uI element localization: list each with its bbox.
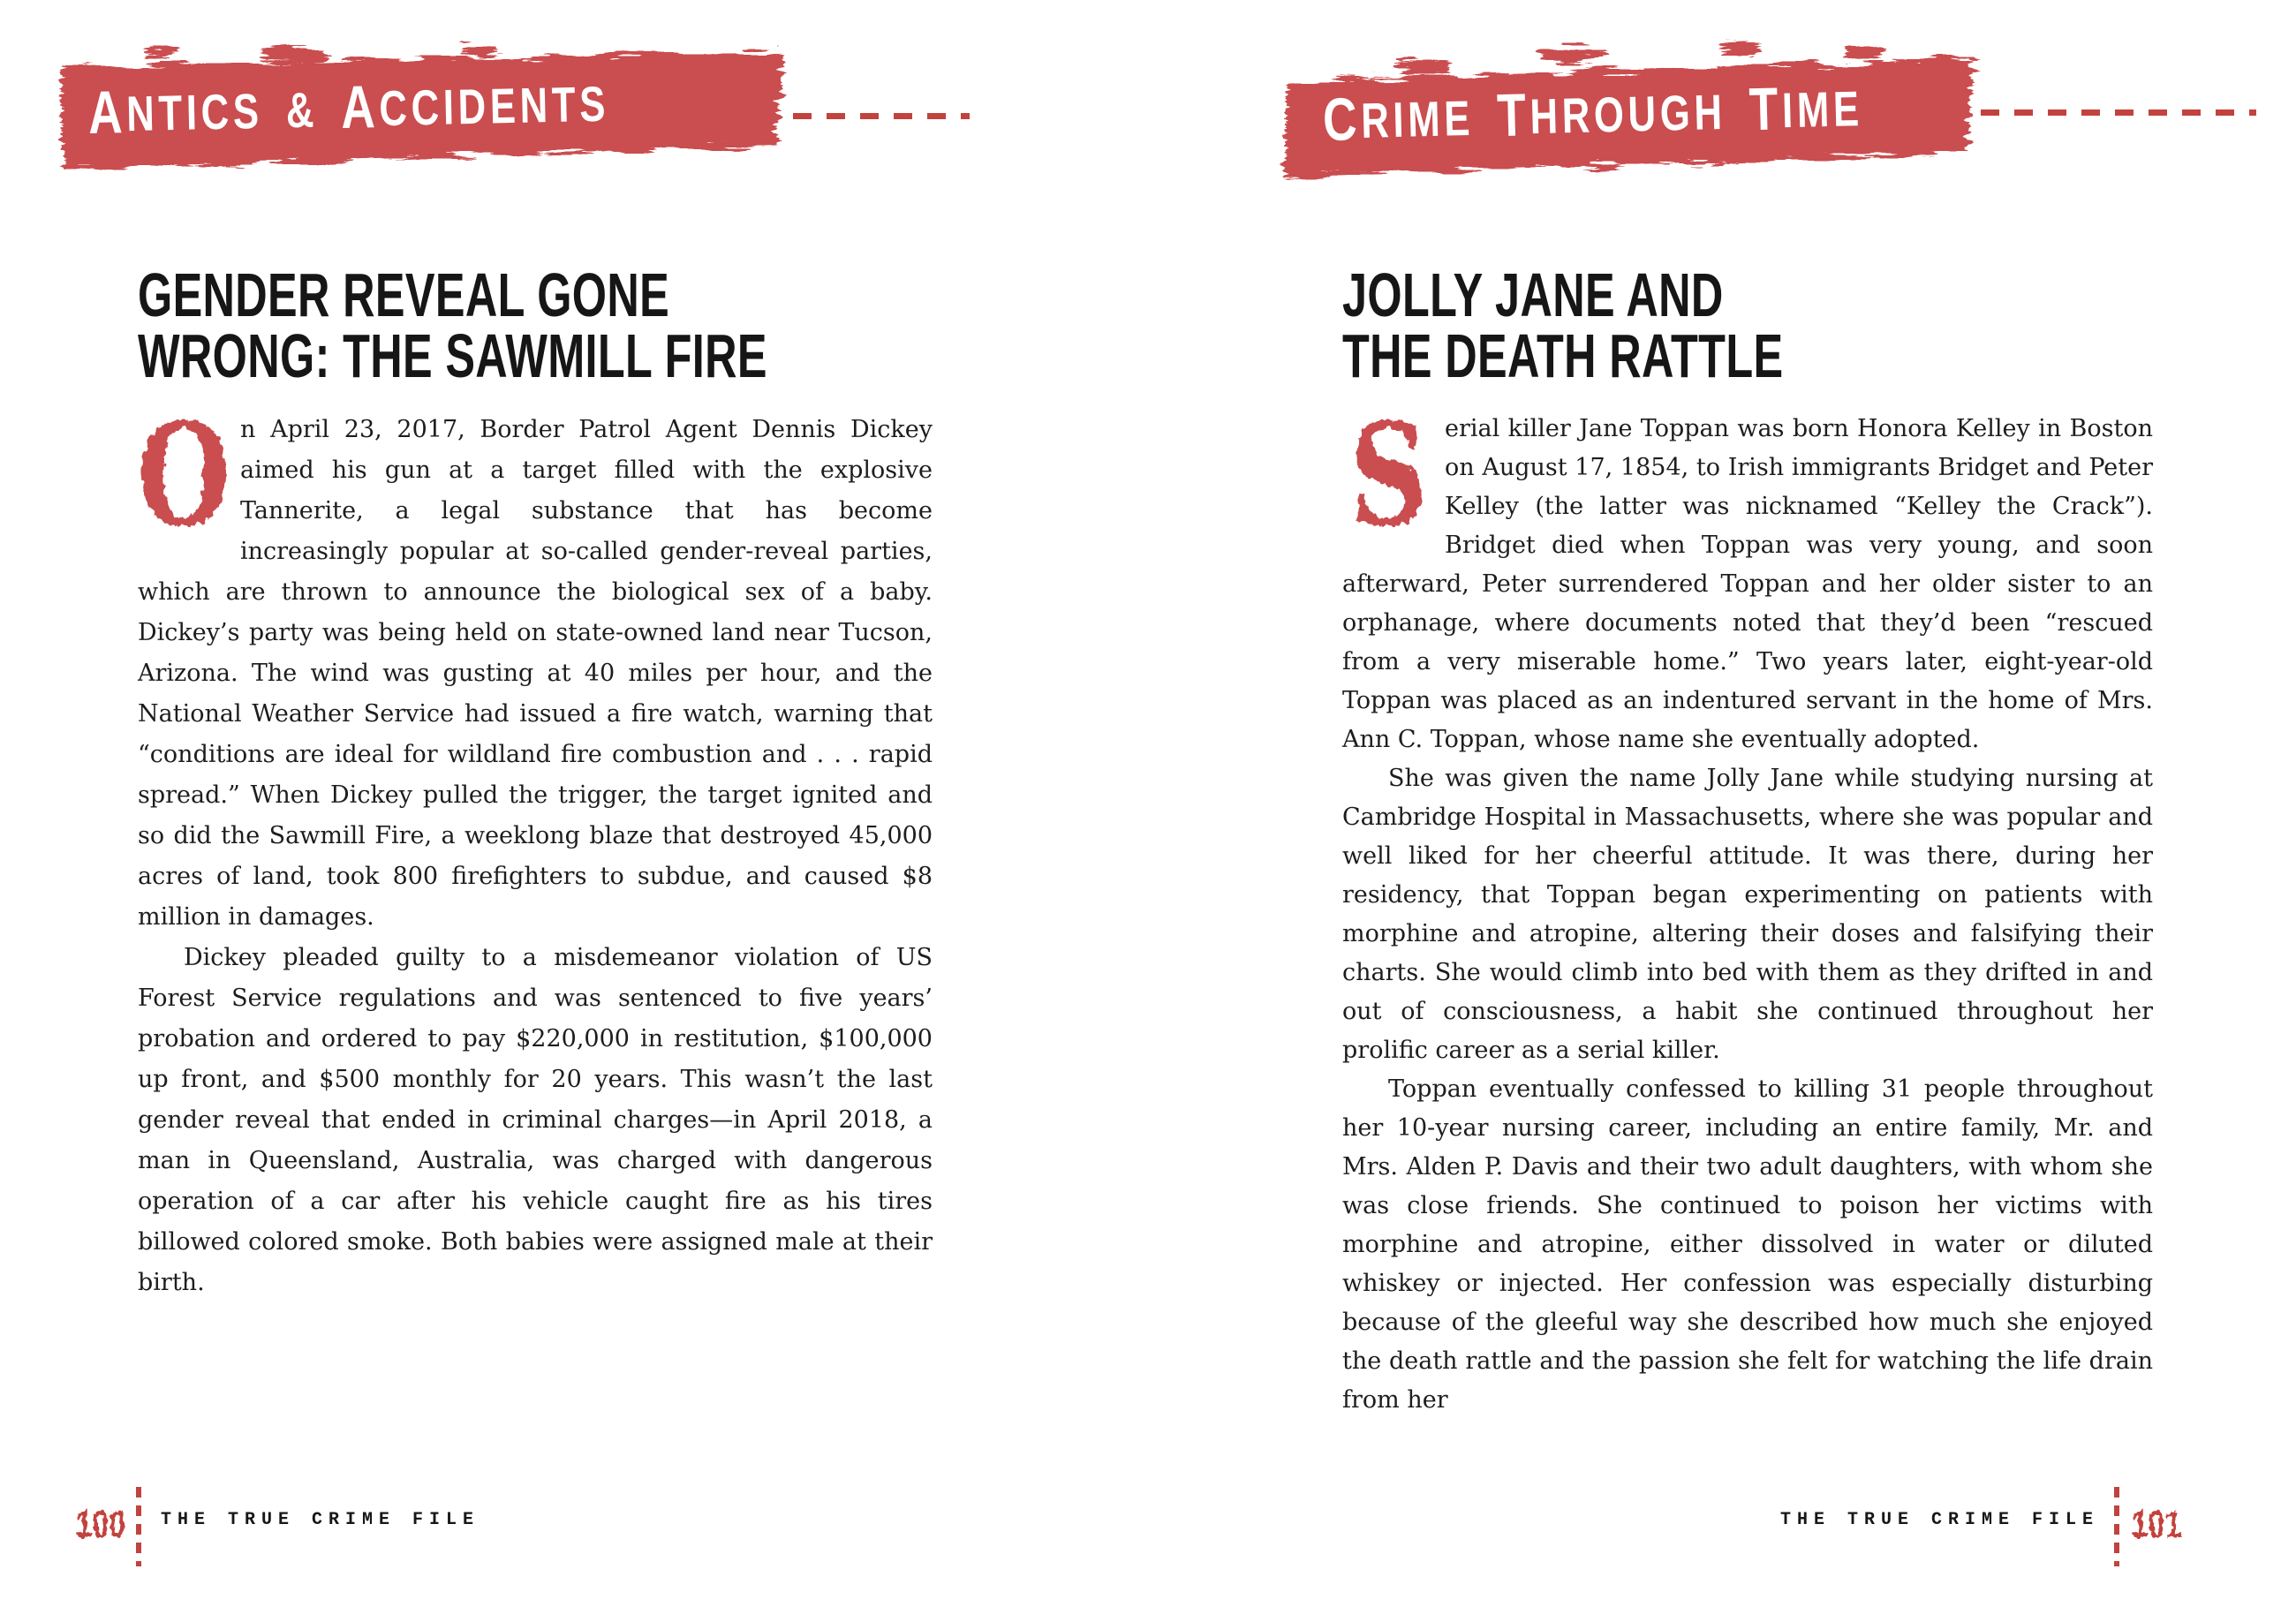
banner-word: TIME xyxy=(1748,75,1864,144)
footer-dashed-rule xyxy=(2114,1487,2119,1566)
paragraph: Toppan eventually confessed to killing 31 people throughout her 10-year nursing career, including an entire family, Mr. and Mrs. Alden P. Davis and their two adult daughters, with whom she was close friends. She continued to poison her victims with morphine and atropine, either dissolved in water or diluted whiskey or injected. Her confession was especially disturbing because of the gleeful way she described how much she enjoyed the death rattle and the passion she felt for watching the life drain from her xyxy=(1342,1075,2153,1414)
article-title xyxy=(138,260,767,390)
paragraph: O n April 23, 2017, Border Patrol Agent Dennis Dickey aimed his gun at a target filled with the explosive Tannerite, a legal substance that has become increasingly popular at so-called gender-reveal parties, which are thrown to announce the biological sex of a baby. Dickey’s party was being held on state-owned land near Tucson, Arizona. The wind was gusting at 40 miles per hour, and the National Weather Service had issued a fire watch, warning that “conditions are ideal for wildland fire combustion and . . . rapid spread.” When Dickey pulled the trigger, the target ignited and so did the Sawmill Fire, a weeklong blaze that destroyed 45,000 acres of land, took 800 firefighters to subdue, and caused $8 million in damages. xyxy=(137,391,933,931)
page-number-text: 101 xyxy=(2131,1503,2182,1547)
title-line: THE DEATH RATTLE xyxy=(1342,321,1784,390)
drop-cap xyxy=(137,391,231,559)
page-number-text: 100 xyxy=(75,1503,126,1547)
title-line: GENDER REVEAL GONE xyxy=(138,260,670,329)
dashed-divider xyxy=(793,113,970,119)
svg-text:O: O xyxy=(137,391,231,559)
banner-word: THROUGH xyxy=(1496,81,1727,150)
banner-word: ANTICS xyxy=(87,79,264,147)
banner-word: & xyxy=(285,81,319,139)
svg-text:S: S xyxy=(1349,391,1428,559)
title-line: JOLLY JANE AND xyxy=(1342,260,1724,329)
article-body xyxy=(1342,391,2153,1420)
page-number xyxy=(2130,1501,2186,1545)
page-number xyxy=(74,1501,131,1545)
article-body xyxy=(137,391,933,1303)
banner-word: ACCIDENTS xyxy=(340,73,610,141)
dashed-divider xyxy=(1981,109,2256,116)
footer-dashed-rule xyxy=(136,1487,141,1566)
banner-word: CRIME xyxy=(1322,85,1475,154)
running-footer-title: THE TRUE CRIME FILE xyxy=(1779,1510,2099,1530)
paragraph: Dickey pleaded guilty to a misdemeanor violation of US Forest Service regulations and was sentenced to five years’ probation and ordered to pay $220,000 in restitution, $100,000 up front, and $500 monthly for 20 years. This wasn’t the last gender reveal that ended in criminal charges—in April 2018, a man in Queensland, Australia, was charged with dangerous operation of a car after his vehicle caught fire as his tires billowed colored smoke. Both babies were assigned male at their birth. xyxy=(138,944,933,1296)
drop-cap xyxy=(1342,391,1431,559)
section-banner-label xyxy=(1322,75,1864,154)
paragraph: She was given the name Jolly Jane while studying nursing at Cambridge Hospital in Massachusetts, where she was popular and well liked for her cheerful attitude. It was there, during her residency, that Toppan began experimenting on patients with morphine and atropine, altering their doses and falsifying their charts. She would climb into bed with them as they drifted in and out of consciousness, a habit she continued throughout her prolific career as a serial killer. xyxy=(1342,765,2153,1064)
article-title xyxy=(1342,260,1784,390)
title-line: WRONG: THE SAWMILL FIRE xyxy=(138,321,767,390)
section-banner-label xyxy=(87,71,610,147)
paragraph: S erial killer Jane Toppan was born Honora Kelley in Boston on August 17, 1854, to Irish immigrants Bridget and Peter Kelley (the latter was nicknamed “Kelley the Crack”). Bridget died when Toppan was very young, and soon afterward, Peter surrendered Toppan and her older sister to an orphanage, where documents noted that they’d been “rescued from a very miserable home.” Two years later, eight-year-old Toppan was placed as an indentured servant in the home of Mrs. Ann C. Toppan, whose name she eventually adopted. xyxy=(1342,391,2153,753)
running-footer-title: THE TRUE CRIME FILE xyxy=(161,1510,480,1530)
